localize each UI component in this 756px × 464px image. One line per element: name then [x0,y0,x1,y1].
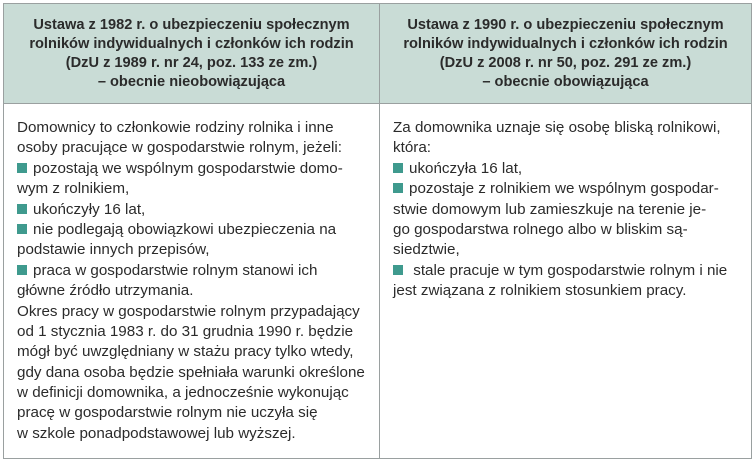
list-item [393,159,739,179]
header-line: (DzU z 1989 r. nr 24, poz. 133 ze zm.) [65,55,318,71]
list-item [17,159,366,179]
header-line: rolników indywidualnych i członków ich rodzin [403,36,728,52]
list-item [393,261,739,281]
list-item [393,179,739,199]
list-item-continuation: siedztwie, [393,241,460,259]
text-line: mógł być uwzględniany w stażu pracy tylko wtedy, [17,343,354,361]
comparison-table [3,3,752,459]
list-item-continuation: podstawie innych przepisów, [17,241,210,259]
list-item-text: pozostaje z rolnikiem we wspólnym gospodar- [409,180,719,198]
square-bullet-icon [393,265,403,275]
header-line: rolników indywidualnych i członków ich rodzin [29,36,354,52]
square-bullet-icon [17,265,27,275]
text-line: pracę w gospodarstwie rolnym nie uczyła się [17,404,318,422]
list-item-text: stale pracuje w tym gospodarstwie rolnym i nie [409,261,728,279]
list-item-text: praca w gospodarstwie rolnym stanowi ich [33,261,318,279]
header-line: (DzU z 2008 r. nr 50, poz. 291 ze zm.) [439,55,692,71]
body-cell-1990-act [380,104,751,458]
text-line: Okres pracy w gospodarstwie rolnym przypadający [17,302,360,320]
header-line: – obecnie nieobowiązująca [97,74,286,90]
header-line: Ustawa z 1990 r. o ubezpieczeniu społecznym [407,17,724,33]
text-line: od 1 stycznia 1983 r. do 31 grudnia 1990 r. będzie [17,322,354,340]
list-item-text: pozostają we wspólnym gospodarstwie domo- [33,159,343,177]
square-bullet-icon [17,224,27,234]
text-line: Domownicy to członkowie rodziny rolnika i inne [17,119,334,136]
header-line: – obecnie obowiązująca [482,74,649,90]
list-item-text: ukończyły 16 lat, [33,200,146,218]
list-item-text: nie podlegają obowiązkowi ubezpieczenia na [33,220,337,238]
square-bullet-icon [393,163,403,173]
square-bullet-icon [393,183,403,193]
list-item-continuation: wym z rolnikiem, [17,180,130,198]
list-item-continuation: główne źródło utrzymania. [17,282,194,300]
text-line: w szkole ponadpodstawowej lub wyższej. [17,424,296,442]
list-item-continuation: jest związana z rolnikiem stosunkiem pracy. [393,282,687,300]
list-item-continuation: stwie domowym lub zamieszkuje na terenie je- [393,200,707,218]
list-item [17,200,366,220]
text-line: która: [393,139,431,157]
header-line: Ustawa z 1982 r. o ubezpieczeniu społecznym [33,17,350,33]
list-item-continuation: go gospodarstwa rolnego albo w bliskim są- [393,220,688,238]
text-line: w definicji domownika, a jednocześnie wykonując [17,384,349,402]
square-bullet-icon [17,163,27,173]
header-cell-1982-act [4,4,380,104]
text-line: osoby pracujące w gospodarstwie rolnym, jeżeli: [17,139,342,157]
square-bullet-icon [17,204,27,214]
text-line: Za domownika uznaje się osobę bliską rolnikowi, [393,119,721,136]
list-item [17,261,366,281]
body-cell-1982-act [4,104,380,458]
list-item [17,220,366,240]
table-body-row [4,104,751,458]
header-cell-1990-act [380,4,751,104]
text-line: gdy dana osoba będzie spełniała warunki określone [17,363,365,381]
table-header-row [4,4,751,104]
list-item-text: ukończyła 16 lat, [409,159,523,177]
